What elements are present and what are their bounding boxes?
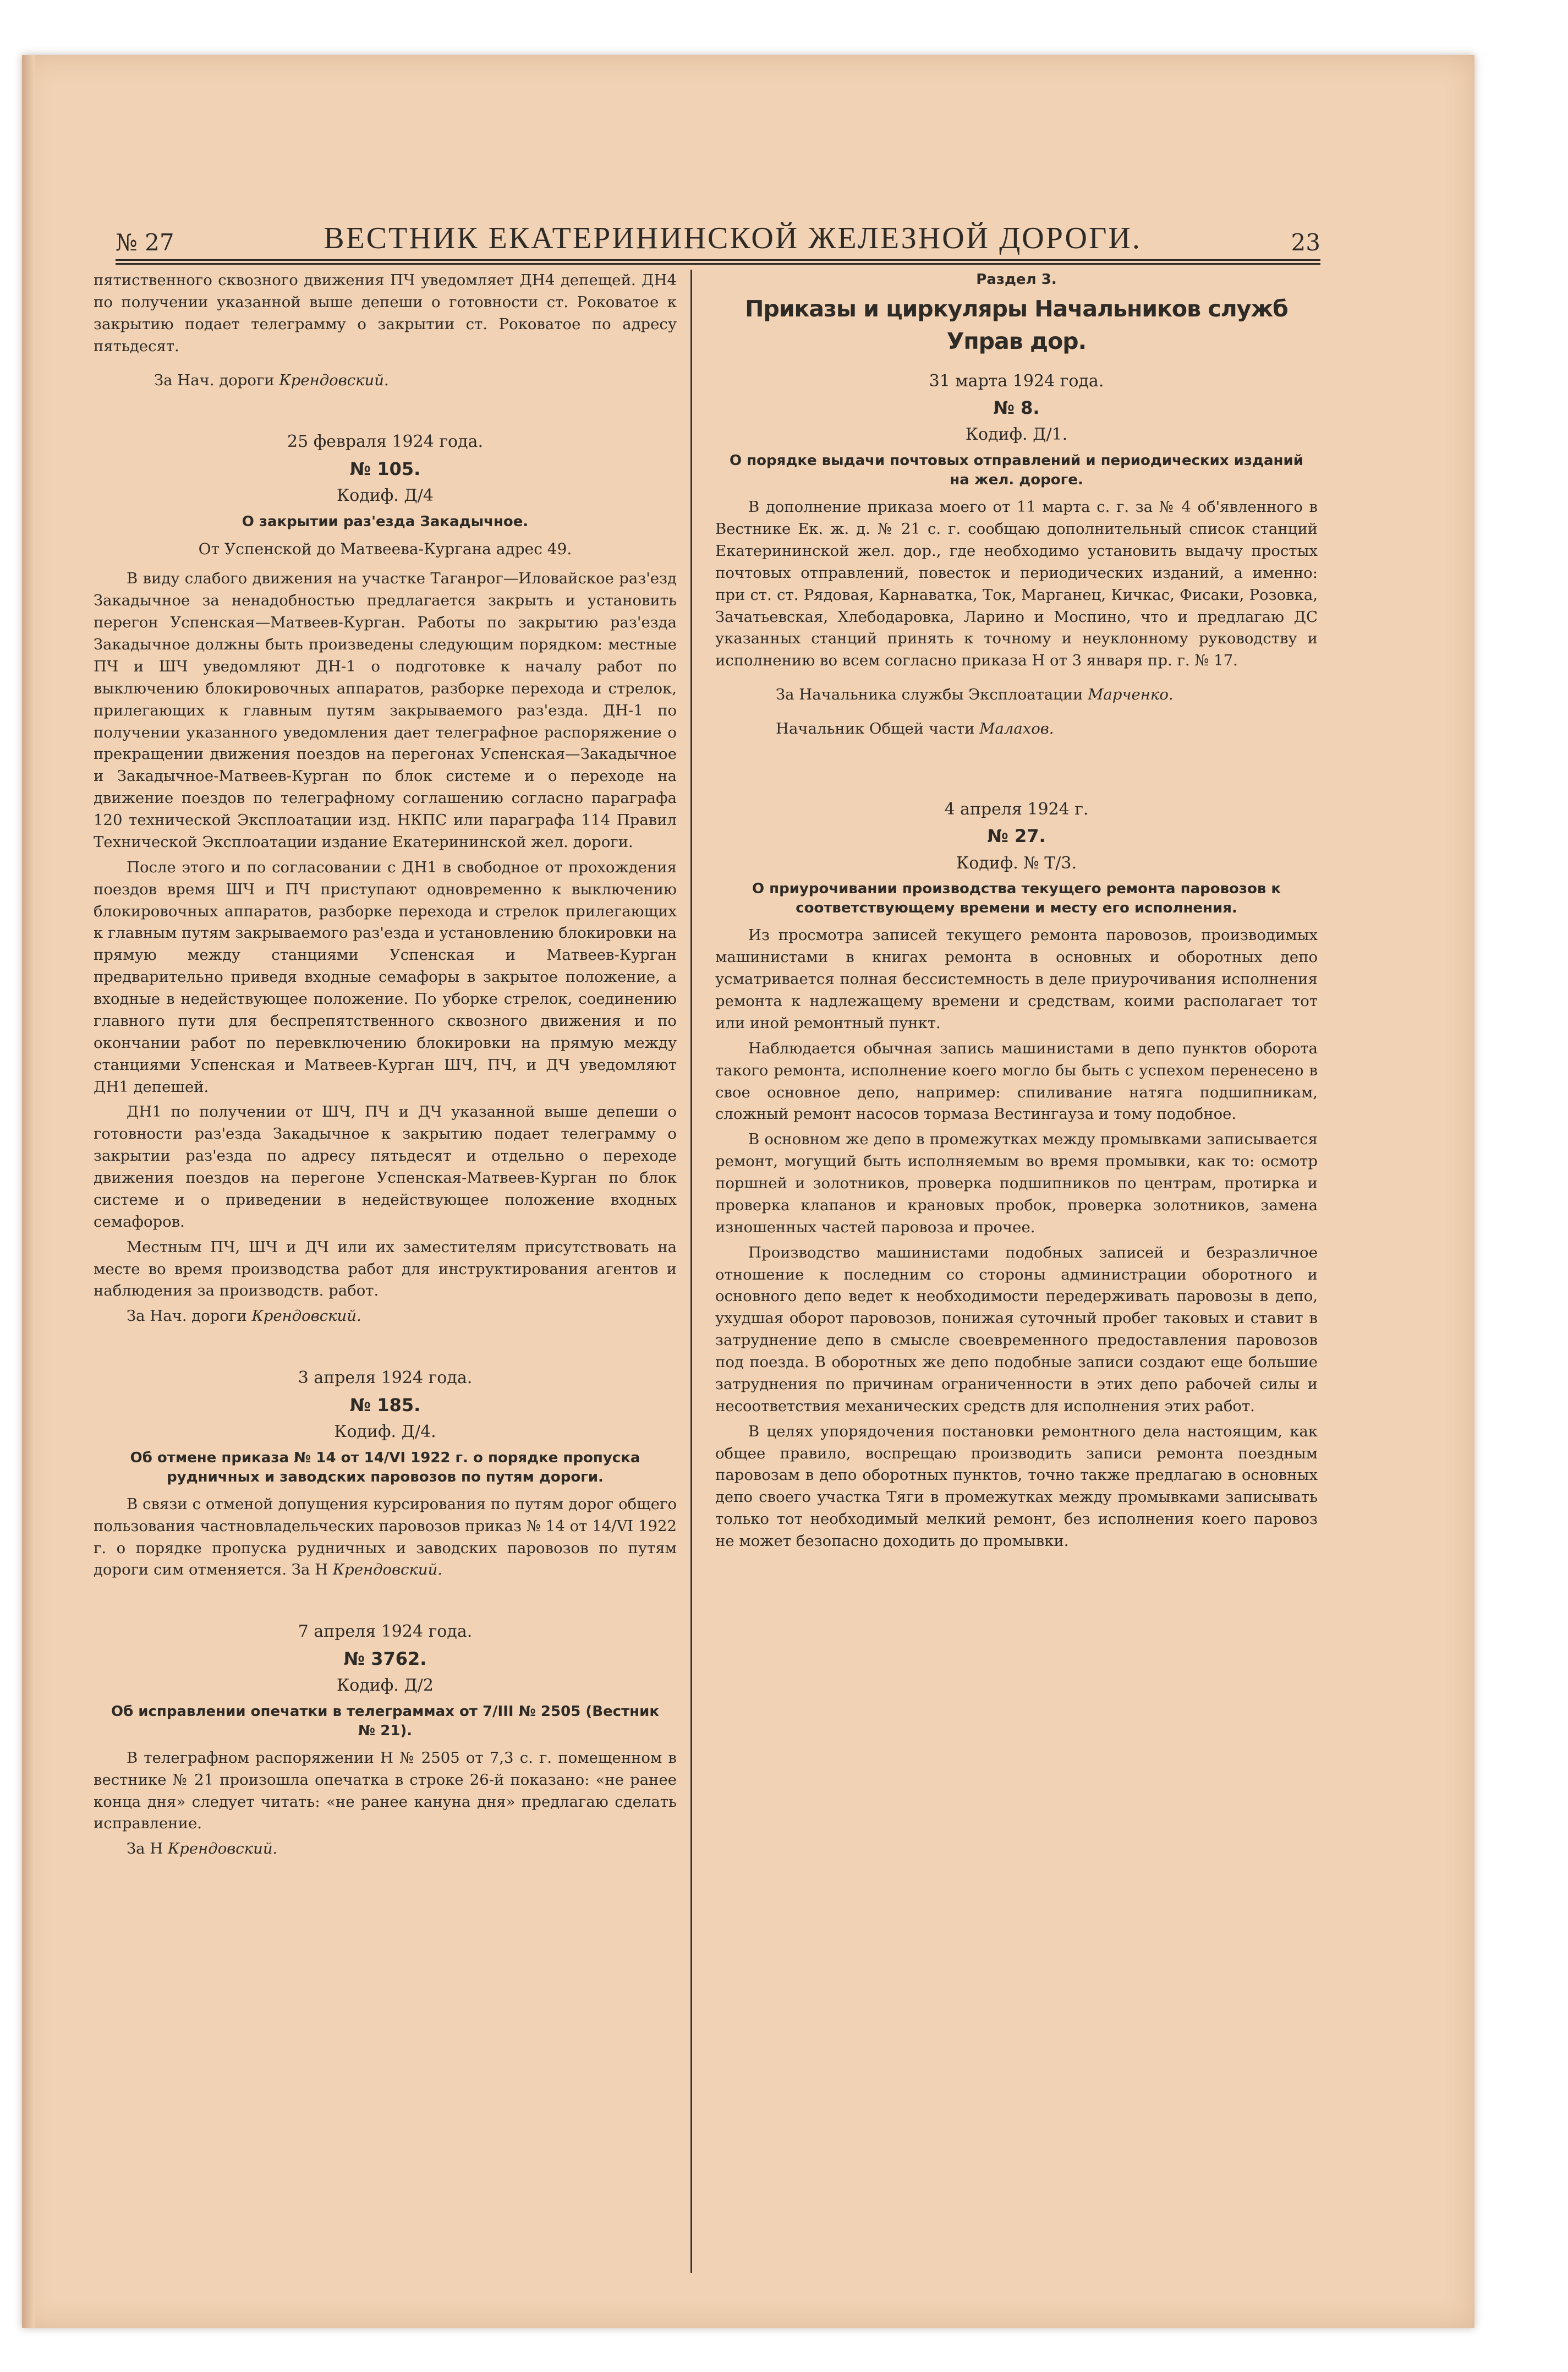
order-paragraph: После этого и по согласовании с ДН1 в свободное от прохождения поездов время ШЧ и ПЧ приступают одновременно к выключению блокировочных аппаратов, разборке перехода и стрелок прилегающих к главным путям закрываемого раз'езда и установлению блокировки на прямую между станциями Успенская и Матвеев-Курган предварительно приведя входные семафоры в закрытое положение, а входные в недействующее положение. По уборке стрелок, соединению главного пути для беспрепятственного сквозного движения и по окончании работ по перевключению блокировки на прямую между станциями Успенская и Матвеев-Курган ШЧ, ПЧ, и ДЧ уведомляют ДН1 депешей. <box>94 858 677 1096</box>
order-paragraph: В дополнение приказа моего от 11 марта с. г. за № 4 об'явленного в Вестнике Ек. ж. д. № 21 с. г. сообщаю дополнительный список станций Екатерининской жел. дор., где необходимо установить выдачу простых почтовых отправлений, повесток и периодических изданий, а именно: при ст. ст. Рядовая, Карнаватка, Ток, Марганец, Кичкас, Фисаки, Розовка, Зачатьевская, Хлебодаровка, Ларино и Моспино, что и предлагаю ДС указанных станций принять к точному и неуклонному руководству и исполнению во всем согласно приказа Н от 3 января пр. г. № 17. <box>715 498 1318 670</box>
order-title: О порядке выдачи почтовых отправлений и периодических изданий на жел. дороге. <box>730 452 1303 489</box>
order-date: 31 марта 1924 года. <box>929 371 1104 391</box>
order-number: № 105. <box>349 458 421 479</box>
order-kodif: Кодиф. Д/1. <box>965 425 1068 445</box>
order-paragraph: В целях упорядочения постановки ремонтного дела настоящим, как общее правило, воспрещаю производить записи ремонта поездным паровозам в депо оборотных пунктов, точно также предлагаю в основных депо своего участка Тяги в промежутках между промывками записывать только тот необходимый мелкий ремонт, без исполнения коего паровоз не может безопасно доходить до промывки. <box>715 1422 1318 1550</box>
order-paragraph: В основном же депо в промежутках между промывками записывается ремонт, могущий быть исполняемым во время промывки, как то: осмотр поршней и золотников, проверка подшипников по центрам, протирка и проверка клапанов и крановых пробок, проверка золотников, замена изношенных частей паровоза и прочее. <box>715 1130 1318 1236</box>
order-paragraph: ДН1 по получении от ШЧ, ПЧ и ДЧ указанной выше депеши о готовности раз'езда Закадычное к закрытию подает телеграмму о закрытии раз'езда по адресу пятьдесят и отдельно о переходе движения поездов на перегоне Успенская-Матвеев-Курган по блок системе и о приведении в недействующее положение входных семафоров. <box>94 1103 677 1231</box>
issue-number: № 27 <box>116 229 174 256</box>
signer-name: Крендовский. <box>332 1561 443 1579</box>
order-title: О закрытии раз'езда Закадычное. <box>242 513 529 530</box>
page-header <box>116 193 1320 265</box>
signer-name: Крендовский. <box>251 1307 361 1325</box>
order-kodif: Кодиф. Д/4. <box>334 1422 436 1442</box>
order-paragraph: Наблюдается обычная запись машинистами в депо пунктов оборота такого ремонта, исполнение коего могло бы быть с успехом перенесено в свое основное депо, например: спиливание натяга подшипникам, сложный ремонт насосов тормаза Вестингауза и тому подобное. <box>715 1039 1318 1123</box>
order-signature: За Н Крендовский. <box>127 1840 278 1858</box>
right-column <box>715 270 1318 1556</box>
order-title: Об отмене приказа № 14 от 14/VI 1922 г. о порядке пропуска рудничных и заводских паровозов по путям дороги. <box>130 1449 640 1485</box>
order-paragraph: В связи с отменой допущения курсирования по путям дорог общего пользования частновладельческих паровозов приказ № 14 от 14/VI 1922 г. о порядке пропуска рудничных и заводских паровозов по путям дороги сим отменяется. За Н Крендовский. <box>94 1495 677 1579</box>
newspaper-page <box>22 55 1474 2328</box>
intro-paragraph: пятиственного сквозного движения ПЧ уведомляет ДН4 депещей. ДН4 по получении указанной выше депеши о готовности ст. Роковатое к закрытию подает телеграмму о закрытии ст. Роковатое по адресу пятьдесят. <box>94 271 677 355</box>
page-number: 23 <box>1291 229 1320 256</box>
section-title: Приказы и циркуляры Начальников служб Управ дор. <box>745 295 1288 355</box>
order-title: Об исправлении опечатки в телеграммах от 7/III № 2505 (Вестник № 21). <box>111 1703 659 1739</box>
signer-name: Крендовский. <box>168 1840 278 1858</box>
order-paragraph: Производство машинистами подобных записей и безразличное отношение к последним со стороны администрации оборотного и основного депо ведет к необходимости передерживать паровозы в депо, ухудшая оборот паровозов, понижая суточный пробег таковых и ставит в затруднение депо в смысле своевременного предоставления паровозов под поезда. В оборотных же депо подобные записи создают еще большие затруднения по причинам ограниченности в этих депо рабочей силы и несоответствия механических средств для исполнения этих работ. <box>715 1243 1318 1415</box>
order-date: 3 апреля 1924 года. <box>298 1368 473 1388</box>
order-paragraph: В телеграфном распоряжении Н № 2505 от 7,3 с. г. помещенном в вестнике № 21 произошла опечатка в строке 26-й показано: «не ранее конца дня» следует читать: «не ранее кануна дня» предлагаю сделать исправление. <box>94 1748 677 1833</box>
order-date: 25 февраля 1924 года. <box>287 432 483 452</box>
order-number: № 3762. <box>343 1648 427 1669</box>
section-label: Раздел 3. <box>976 271 1057 288</box>
order-kodif: Кодиф. Д/4 <box>337 486 434 506</box>
masthead-title: ВЕСТНИК ЕКАТЕРИНИНСКОЙ ЖЕЛЕЗНОЙ ДОРОГИ. <box>324 221 1142 255</box>
order-number: № 27. <box>987 826 1046 847</box>
order-date: 4 апреля 1924 г. <box>944 799 1089 819</box>
signer-name: Марченко. <box>1088 686 1174 704</box>
order-date: 7 апреля 1924 года. <box>298 1622 473 1642</box>
order-title: О приурочивании производства текущего ремонта паровозов к соответствующему времени и месту его исполнения. <box>752 881 1281 917</box>
order-signature: За Начальника службы Эксплоатации Марченко. <box>776 686 1174 704</box>
signer-name: Малахов. <box>979 720 1054 738</box>
order-number: № 185. <box>349 1394 421 1415</box>
order-number: № 8. <box>993 397 1040 419</box>
order-kodif: Кодиф. Д/2 <box>337 1676 434 1696</box>
signer-name: Крендовский. <box>279 371 389 389</box>
page-fold-shadow <box>22 55 35 2328</box>
order-paragraph: Местным ПЧ, ШЧ и ДЧ или их заместителям присутствовать на месте во время производства работ для инструктирования агентов и наблюдения за производств. работ. <box>94 1238 677 1300</box>
intro-signature: За Нач. дороги Крендовский. <box>154 371 389 389</box>
order-subtitle: От Успенской до Матвеева-Кургана адрес 49. <box>198 539 572 558</box>
order-signature: Начальник Общей части Малахов. <box>776 720 1054 738</box>
order-kodif: Кодиф. № Т/3. <box>956 853 1077 873</box>
column-divider <box>690 270 692 2273</box>
order-paragraph: Из просмотра записей текущего ремонта паровозов, производимых машинистами в книгах ремонта в основных и оборотных депо усматривается полная бессистемность в деле приурочивания исполнения ремонта к надлежащему времени и средствам, коими располагает тот или иной ремонтный пункт. <box>715 926 1318 1032</box>
left-column <box>94 270 677 1863</box>
order-paragraph: В виду слабого движения на участке Таганрог—Иловайское раз'езд Закадычное за ненадобностью предлагается закрыть и установить перегон Успенская—Матвеев-Курган. Работы по закрытию раз'езда Закадычное должны быть произведены следующим порядком: местные ПЧ и ШЧ уведомляют ДН-1 о подготовке к началу работ по выключению блокировочных аппаратов, разборке перехода и стрелок, прилегающих к главным путям закрываемого раз'езда. ДН-1 по получении указанного уведомления дает телеграфное распоряжение о прекращении движения поездов на перегонах Успенская—Закадычное и Закадычное-Матвеев-Курган по блок системе и о переходе на движение поездов по телеграфному соглашению согласно параграфа 120 технической Эксплоатации изд. НКПС или параграфа 114 Правил Технической Эксплоатации издание Екатерининской жел. дороги. <box>94 570 677 851</box>
order-signature: За Нач. дороги Крендовский. <box>127 1307 361 1325</box>
